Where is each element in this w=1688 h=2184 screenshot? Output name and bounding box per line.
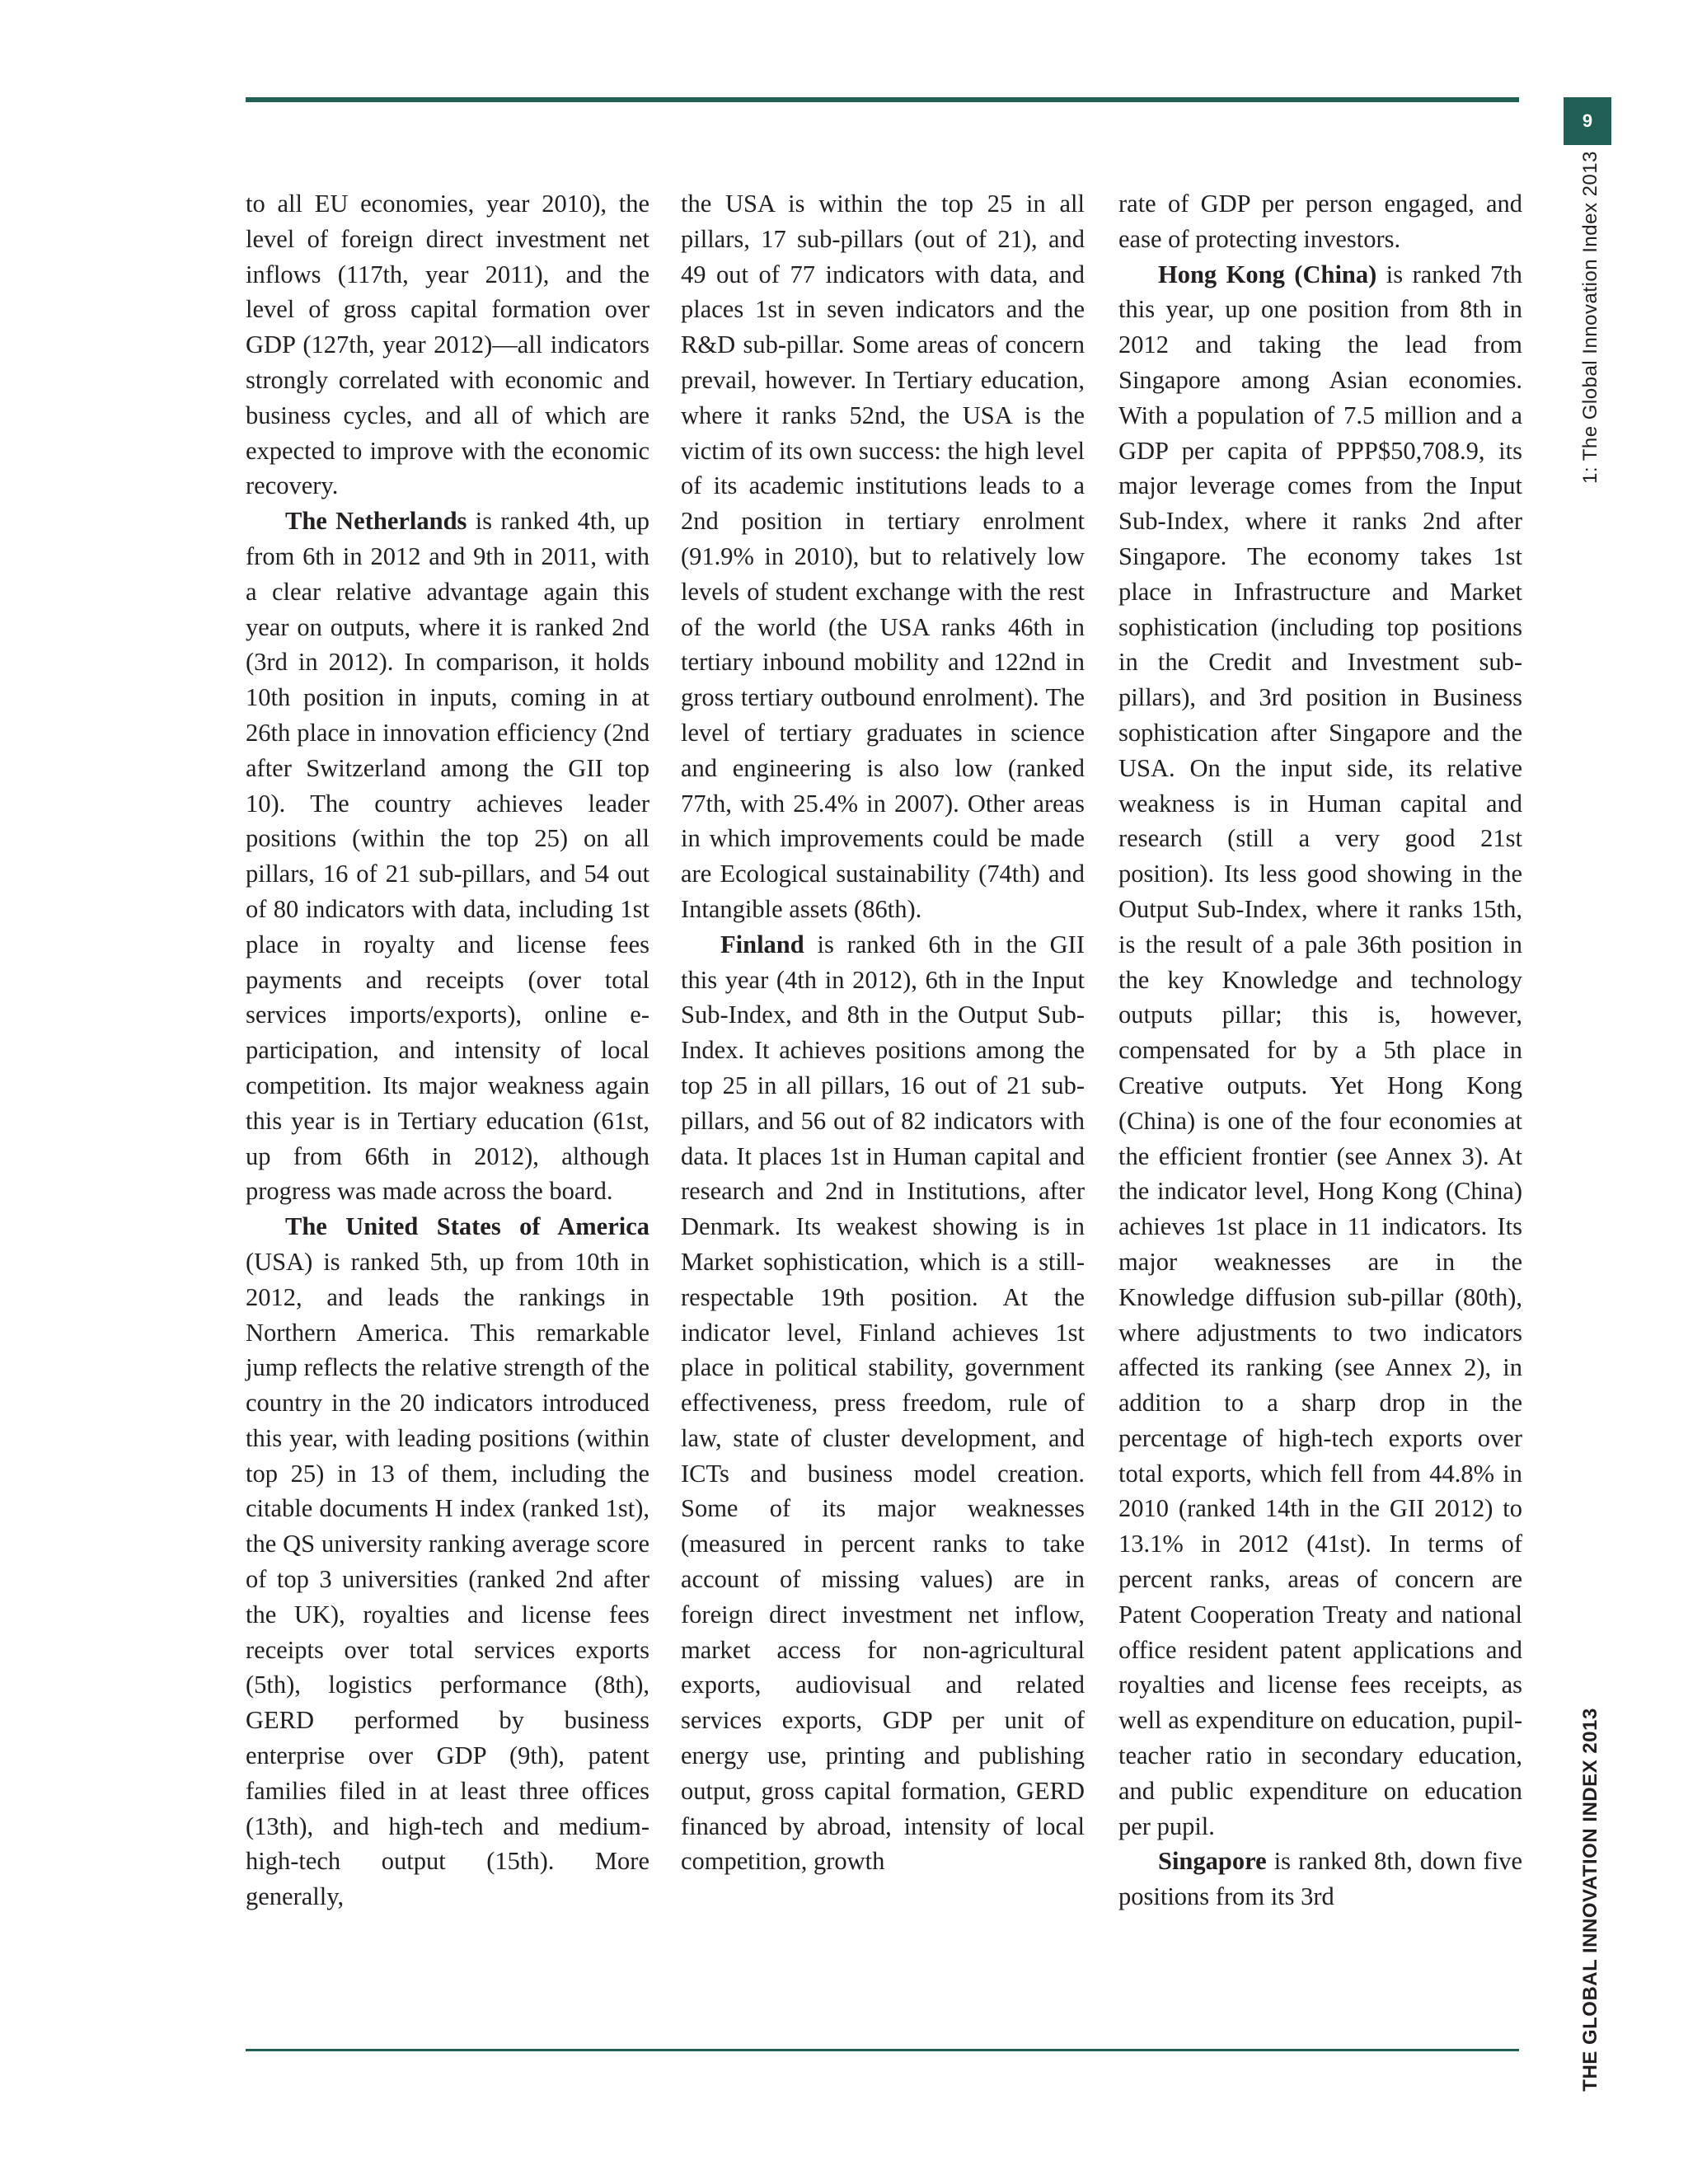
paragraph-hong-kong xyxy=(1118,257,1522,1844)
paragraph-text: is ranked 8th, down five positions from its 3rd xyxy=(1118,1847,1522,1911)
paragraph: the USA is within the top 25 in all pillars, 17 sub-pillars (out of 21), and 49 out of 77 indicators with data, and places 1st in seven indicators and the R&D sub-pillar. Some areas of concern prevail, however. In Tertiary education, where it ranks 52nd, the USA is the victim of its own success: the high level of its academic institutions leads to a 2nd position in tertiary enrolment (91.9% in 2010), but to relatively low levels of student exchange with the rest of the world (the USA ranks 46th in tertiary inbound mobility and 122nd in gross tertiary outbound enrolment). The level of tertiary graduates in science and engineering is also low (ranked 77th, with 25.4% in 2007). Other areas in which improvements could be made are Ecological sustainability (74th) and Intangible assets (86th). xyxy=(681,190,1085,923)
page-number: 9 xyxy=(1582,110,1593,131)
running-head: 1: The Global Innovation Index 2013 xyxy=(1579,150,1601,485)
top-rule xyxy=(246,97,1519,102)
paragraph-text: is ranked 6th in the GII this year (4th in 2012), 6th in the Input Sub-Index, and 8th in the Output Sub-Index. It achieves positions among the top 25 in all pillars, 16 out of 21 sub-pillars, and 56 out of 82 indicators with data. It places 1st in Human capital and research and 2nd in Institutions, after Denmark. Its weakest showing is in Market sophistication, which is a still-respectable 19th position. At the indicator level, Finland achieves 1st place in political stability, government effectiveness, press freedom, rule of law, state of cluster development, and ICTs and business model creation. Some of its major weaknesses (measured in percent ranks to take account of missing values) are in foreign direct investment net inflow, market access for non-agricultural exports, audiovisual and related services exports, GDP per unit of energy use, printing and publishing output, gross capital formation, GERD financed by abroad, intensity of local competition, growth xyxy=(681,930,1085,1876)
paragraph-text: is ranked 7th this year, up one position from 8th in 2012 and taking the lead from Singapore among Asian economies. With a population of 7.5 million and a GDP per capita of PPP$50,708.9, its major leverage comes from the Input Sub-Index, where it ranks 2nd after Singapore. The economy takes 1st place in Infrastructure and Market sophistication (including top positions in the Credit and Investment sub-pillars), and 3rd position in Business sophistication after Singapore and the USA. On the input side, its relative weakness is in Human capital and research (still a very good 21st position). Its less good showing in the Output Sub-Index, where it ranks 15th, is the result of a pale 36th position in the key Knowledge and technology outputs pillar; this is, however, compensated for by a 5th place in Creative outputs. Yet Hong Kong (China) is one of the four economies at the efficient frontier (see Annex 3). At the indicator level, Hong Kong (China) achieves 1st place in 11 indicators. Its major weaknesses are in the Knowledge diffusion sub-pillar (80th), where adjustments to two indicators affected its ranking (see Annex 2), in addition to a sharp drop in the percentage of high-tech exports over total exports, which fell from 44.8% in 2010 (ranked 14th in the GII 2012) to 13.1% in 2012 (41st). In terms of percent ranks, areas of concern are Patent Cooperation Treaty and national office resident patent applications and royalties and license fees receipts, as well as expenditure on education, pupil-teacher ratio in secondary education, and public expenditure on education per pupil. xyxy=(1118,260,1522,1840)
country-heading: Hong Kong (China) xyxy=(1158,260,1377,288)
running-title: THE GLOBAL INNOVATION INDEX 2013 xyxy=(1579,1708,1601,2092)
bottom-rule xyxy=(246,2049,1519,2051)
paragraph: rate of GDP per person engaged, and ease of protecting investors. xyxy=(1118,190,1522,253)
paragraph-netherlands xyxy=(246,504,649,1209)
paragraph: to all EU economies, year 2010), the level of foreign direct investment net inflows (117th, year 2011), and the level of gross capital formation over GDP (127th, year 2012)—all indicators strongly correlated with economic and business cycles, and all of which are expected to improve with the economic recovery. xyxy=(246,190,649,500)
paragraph-finland xyxy=(681,927,1085,1880)
text-column-3 xyxy=(1118,186,1522,1915)
country-heading: The Netherlands xyxy=(285,507,467,536)
page-number-badge xyxy=(1564,97,1611,145)
country-heading: Singapore xyxy=(1158,1847,1267,1876)
text-column-1 xyxy=(246,186,649,1915)
paragraph-text: is ranked 4th, up from 6th in 2012 and 9th in 2011, with a clear relative advantage again this year on outputs, where it is ranked 2nd (3rd in 2012). In comparison, it holds 10th position in inputs, coming in at 26th place in innovation efficiency (2nd after Switzerland among the GII top 10). The country achieves leader positions (within the top 25) on all pillars, 16 of 21 sub-pillars, and 54 out of 80 indicators with data, including 1st place in royalty and license fees payments and receipts (over total services imports/exports), online e-participation, and intensity of local competition. Its major weakness again this year is in Tertiary education (61st, up from 66th in 2012), although progress was made across the board. xyxy=(246,507,649,1206)
paragraph-text: (USA) is ranked 5th, up from 10th in 2012, and leads the rankings in Northern America. This remarkable jump reflects the relative strength of the country in the 20 indicators introduced this year, with leading positions (within top 25) in 13 of them, including the citable documents H index (ranked 1st), the QS university ranking average score of top 3 universities (ranked 2nd after the UK), royalties and license fees receipts over total services exports (5th), logistics performance (8th), GERD performed by business enterprise over GDP (9th), patent families filed in at least three offices (13th), and high-tech and medium-high-tech output (15th). More generally, xyxy=(246,1247,649,1911)
country-heading: The United States of America xyxy=(285,1212,649,1241)
paragraph-usa xyxy=(246,1209,649,1915)
country-heading: Finland xyxy=(720,930,804,958)
text-column-2 xyxy=(681,186,1085,1879)
paragraph-singapore xyxy=(1118,1844,1522,1915)
